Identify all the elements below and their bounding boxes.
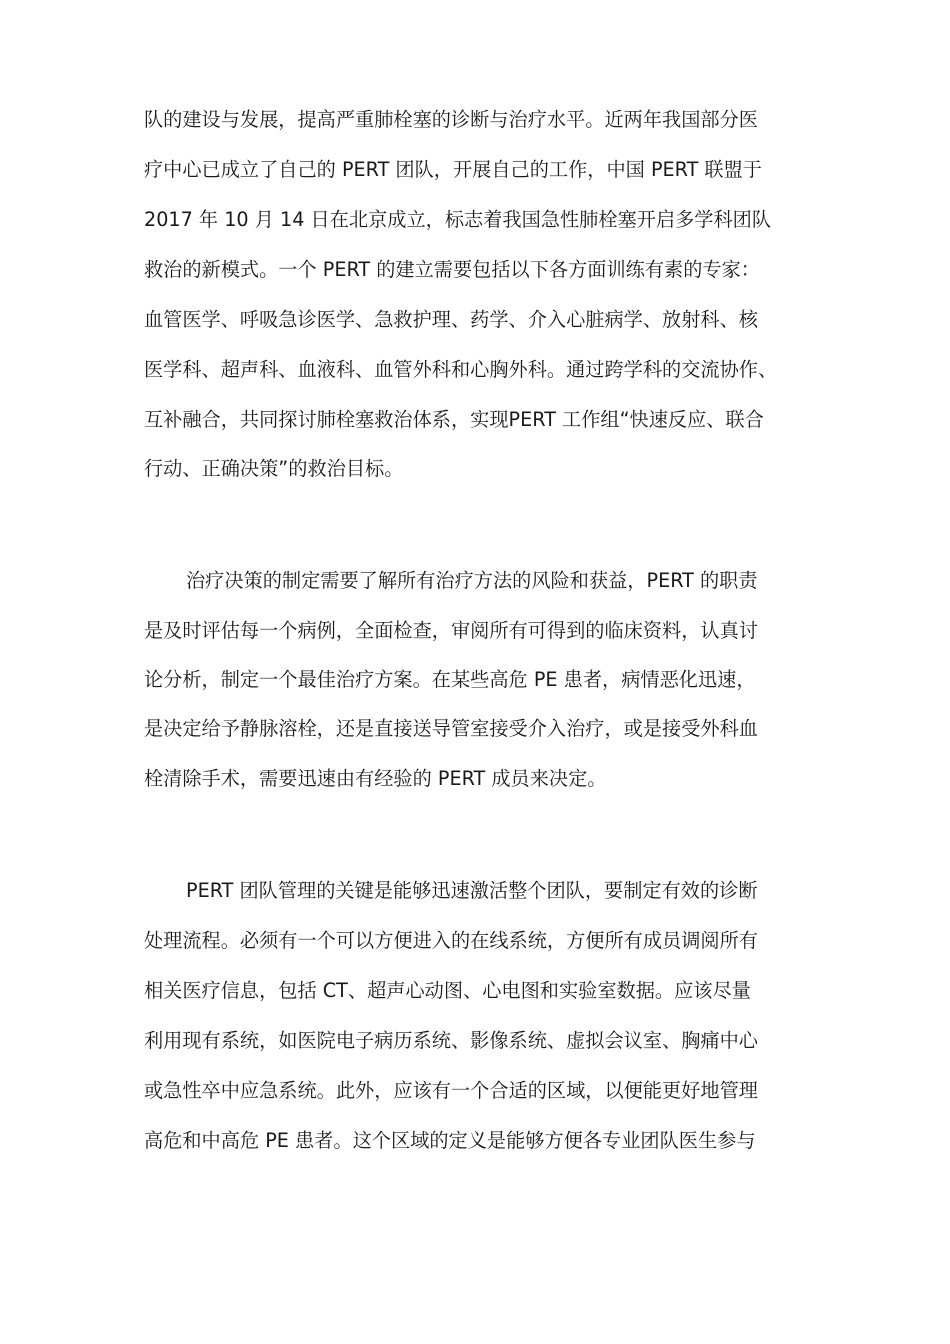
paragraph-3-line-3: 相关医疗信息，包括 CT、超声心动图、心电图和实验室数据。应该尽量 [144, 979, 751, 1002]
paragraph-3-line-4: 利用现有系统，如医院电子病历系统、影像系统、虚拟会议室、胸痛中心 [144, 1029, 758, 1052]
paragraph-1-line-3: 2017 年 10 月 14 日在北京成立，标志着我国急性肺栓塞开启多学科团队 [144, 208, 772, 231]
paragraph-1-line-4: 救治的新模式。一个 PERT 的建立需要包括以下各方面训练有素的专家： [144, 258, 760, 281]
paragraph-1-line-6: 医学科、超声科、血液科、血管外科和心胸外科。通过跨学科的交流协作、 [144, 358, 778, 381]
paragraph-2-line-1: 治疗决策的制定需要了解所有治疗方法的风险和获益，PERT 的职责 [186, 569, 758, 592]
paragraph-1-line-5: 血管医学、呼吸急诊医学、急救护理、药学、介入心脏病学、放射科、核 [144, 308, 758, 331]
paragraph-3-line-5: 或急性卒中应急系统。此外，应该有一个合适的区域，以便能更好地管理 [144, 1079, 758, 1102]
paragraph-2-line-3: 论分析，制定一个最佳治疗方案。在某些高危 PE 患者，病情恶化迅速， [144, 668, 756, 691]
paragraph-2-line-4: 是决定给予静脉溶栓，还是直接送导管室接受介入治疗，或是接受外科血 [144, 717, 758, 740]
paragraph-2-line-5: 栓清除手术，需要迅速由有经验的 PERT 成员来决定。 [144, 767, 607, 790]
paragraph-3-line-6: 高危和中高危 PE 患者。这个区域的定义是能够方便各专业团队医生参与 [144, 1129, 756, 1152]
paragraph-1-line-8: 行动、正确决策”的救治目标。 [144, 457, 404, 480]
paragraph-1-line-1: 队的建设与发展，提高严重肺栓塞的诊断与治疗水平。近两年我国部分医 [144, 108, 758, 131]
paragraph-3-line-2: 处理流程。必须有一个可以方便进入的在线系统，方便所有成员调阅所有 [144, 929, 758, 952]
paragraph-1-line-2: 疗中心已成立了自己的 PERT 团队，开展自己的工作，中国 PERT 联盟于 [144, 158, 762, 181]
paragraph-2-line-2: 是及时评估每一个病例，全面检查，审阅所有可得到的临床资料，认真讨 [144, 619, 758, 642]
paragraph-1-line-7: 互补融合，共同探讨肺栓塞救治体系，实现PERT 工作组“快速反应、联合 [144, 408, 764, 431]
paragraph-3-line-1: PERT 团队管理的关键是能够迅速激活整个团队，要制定有效的诊断 [186, 879, 758, 902]
